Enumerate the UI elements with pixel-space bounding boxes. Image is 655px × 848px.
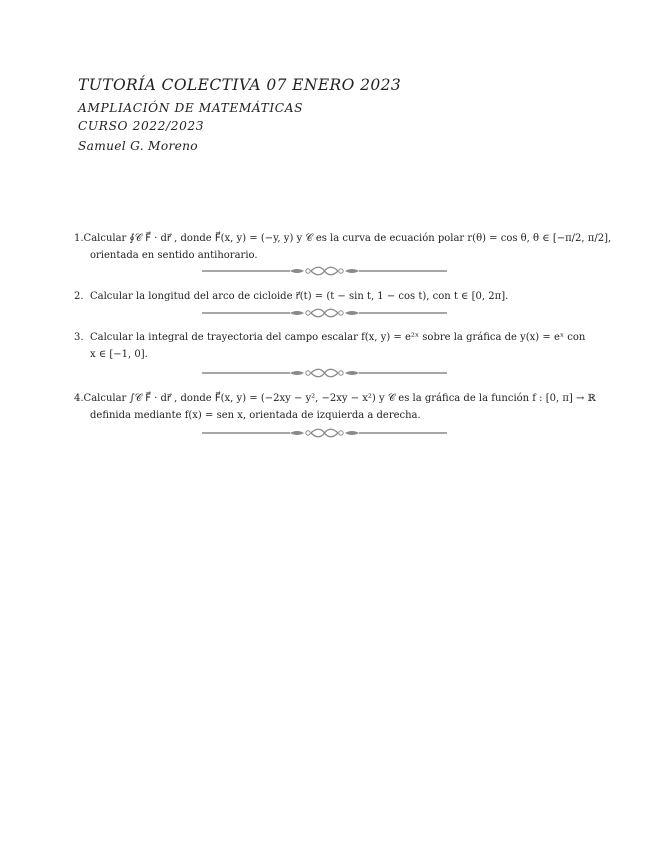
- ornament-divider: [202, 266, 447, 276]
- exercise-list: [74, 230, 612, 438]
- document-header: [78, 76, 401, 153]
- exercise-1: [74, 230, 612, 264]
- exercise-number: 2.: [74, 291, 84, 302]
- exercise-3-continuation: x ∈ [−1, 0].: [90, 349, 148, 360]
- exercise-4: [74, 390, 596, 424]
- exercise-1-statement: [74, 230, 612, 247]
- exercise-3-statement: [74, 329, 590, 346]
- exercise-text: Calcular ∫𝒞 F⃗ · dr⃗ , donde F⃗(x, y) = (−2xy − y², −2xy − x²) y 𝒞 es la gráfica de la función f : [0, π] → ℝ: [83, 393, 596, 404]
- exercise-number: 4.: [74, 393, 84, 404]
- exercise-text: Calcular ∮𝒞 F⃗ · dr⃗ , donde F⃗(x, y) = (−y, y) y 𝒞 es la curva de ecuación polar r(θ) = cos θ, θ ∈ [−π/2, π/2],: [83, 233, 612, 244]
- exercise-2: [74, 288, 590, 305]
- exercise-1-continuation: orientada en sentido antihorario.: [90, 250, 258, 261]
- ornament-divider: [202, 428, 447, 438]
- document-title: TUTORÍA COLECTIVA 07 ENERO 2023: [78, 76, 402, 94]
- exercise-number: 1.: [74, 233, 84, 244]
- ornament-divider: [202, 368, 447, 378]
- document-subtitle: AMPLIACIÓN DE MATEMÁTICAS: [78, 101, 304, 115]
- exercise-number: 3.: [74, 332, 84, 343]
- exercise-4-statement: [74, 390, 596, 407]
- exercise-4-continuation: definida mediante f(x) = sen x, orientada de izquierda a derecha.: [90, 410, 421, 421]
- exercise-2-statement: [74, 288, 590, 305]
- exercise-text: Calcular la integral de trayectoria del campo escalar f(x, y) = e²ˣ sobre la gráfica de y(x) = eˣ con: [90, 332, 586, 343]
- exercise-3: [74, 329, 590, 363]
- ornament-divider: [202, 308, 447, 318]
- exercise-text: Calcular la longitud del arco de cicloide r⃗(t) = (t − sin t, 1 − cos t), con t ∈ [0, 2π].: [90, 291, 509, 302]
- author-name: Samuel G. Moreno: [78, 139, 198, 153]
- course-label: CURSO 2022/2023: [78, 119, 205, 133]
